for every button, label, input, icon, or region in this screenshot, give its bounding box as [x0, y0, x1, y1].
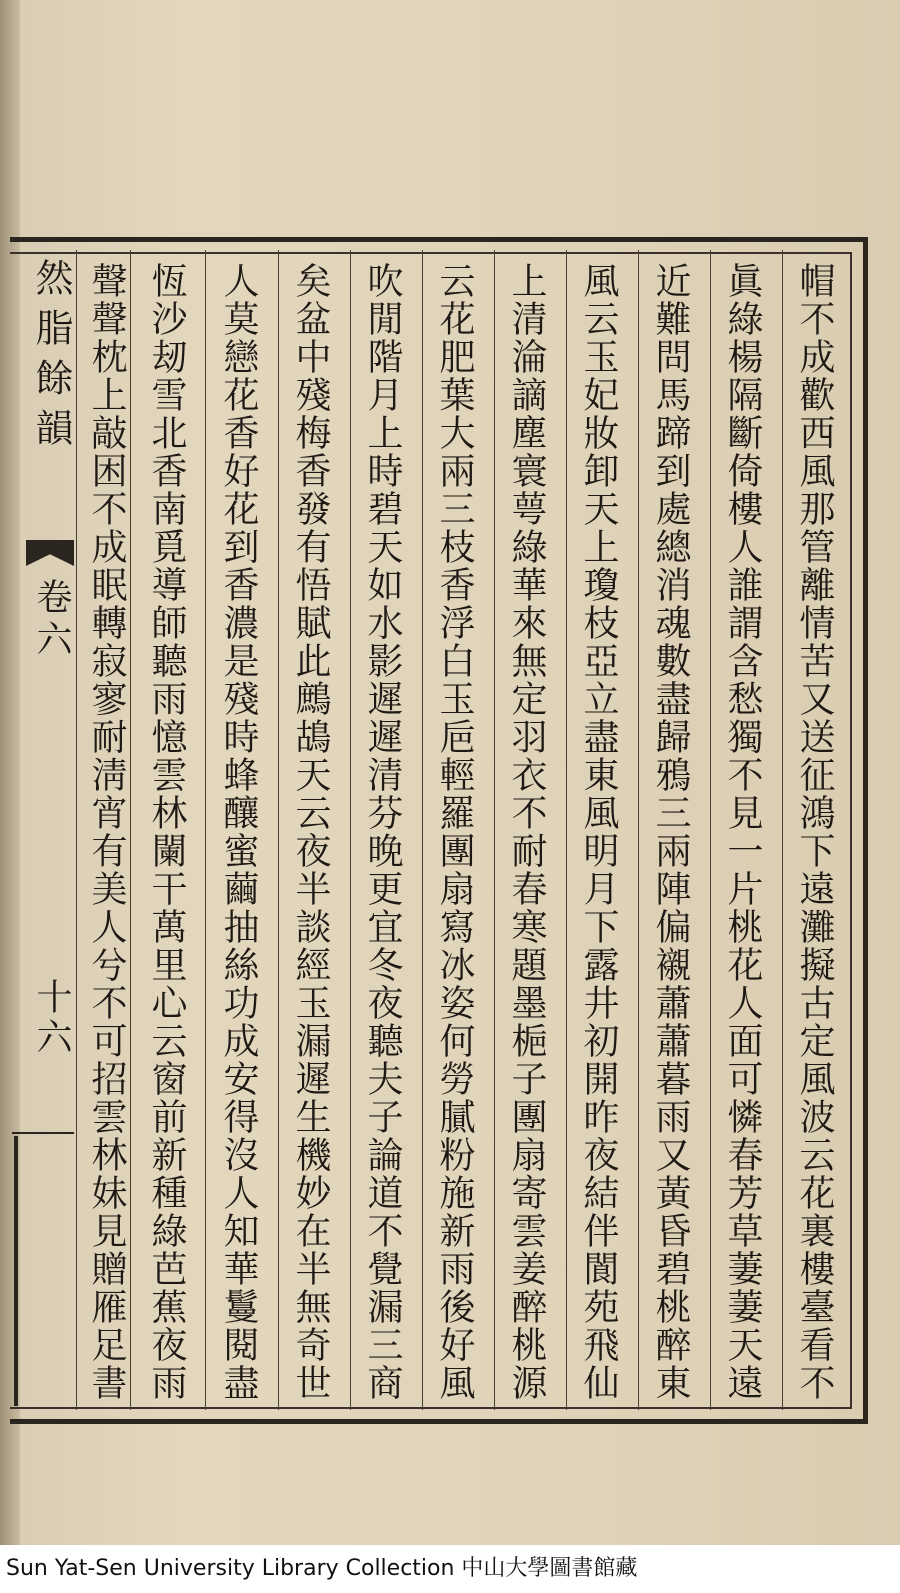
- frame-inner-bottom-rule: [10, 1407, 852, 1409]
- text-column-8: 矣盆中殘梅香發有悟賦此鷓鴣天云夜半談經玉漏遲生機妙在半無奇世: [290, 262, 331, 1402]
- column-rule: [710, 250, 711, 1410]
- column-rule: [350, 250, 351, 1410]
- volume-label: 卷六: [31, 578, 72, 662]
- column-rule: [566, 250, 567, 1410]
- text-column-1: 帽不成歡西風那管離情苦又送征鴻下遠灘擬古定風波云花裏樓臺看不: [794, 262, 835, 1402]
- frame-inner-top-rule: [10, 252, 852, 254]
- page-number: 十六: [31, 978, 72, 1058]
- frame-inner-right-rule: [850, 252, 852, 1409]
- text-column-10: 恆沙刼雪北香南覓導師聽雨憶雲林闌干萬里心云窗前新種綠芭蕉夜雨: [146, 262, 187, 1402]
- text-column-7: 吹閒階月上時碧天如水影遲遲清芬晚更宜冬夜聽夫子論道不覺漏三商: [362, 262, 403, 1402]
- text-column-4: 風云玉妃妝卸天上瓊枝亞立盡東風明月下露井初開昨夜結伴閬苑飛仙: [578, 262, 619, 1402]
- column-rule: [422, 250, 423, 1410]
- margin-rule: [12, 1132, 74, 1134]
- column-rule: [76, 250, 77, 1410]
- text-column-3: 近難問馬蹄到處總消魂數盡歸鴉三兩陣偏襯蕭蕭暮雨又黃昏碧桃醉東: [650, 262, 691, 1402]
- column-rule: [782, 250, 783, 1410]
- collection-caption: Sun Yat-Sen University Library Collection 中山大學圖書館藏: [0, 1545, 900, 1593]
- column-rule: [130, 250, 131, 1410]
- text-column-5: 上清淪謫塵寰萼綠華來無定羽衣不耐春寒題墨梔子團扇寄雲姜醉桃源: [506, 262, 547, 1402]
- column-rule: [638, 250, 639, 1410]
- text-column-2: 眞綠楊隔斷倚樓人誰謂含愁獨不見一片桃花人面可憐春芳草萋萋天遠: [722, 262, 763, 1402]
- column-rule: [278, 250, 279, 1410]
- text-column-11: 聲聲枕上敲困不成眠轉寂寥耐淸宵有美人兮不可招雲林妹見贈雁足書: [86, 262, 127, 1402]
- margin-side-rule: [14, 1136, 18, 1406]
- text-column-9: 人莫戀花香好花到香濃是殘時蜂釀蜜繭抽絲功成安得沒人知華鬘閱盡: [218, 262, 259, 1402]
- column-rule: [494, 250, 495, 1410]
- text-column-6: 云花肥葉大兩三枝香浮白玉巵輕羅團扇寫冰姿何勞膩粉施新雨後好風: [434, 262, 475, 1402]
- column-rule: [205, 250, 206, 1410]
- book-title: 然脂餘韻: [29, 258, 73, 458]
